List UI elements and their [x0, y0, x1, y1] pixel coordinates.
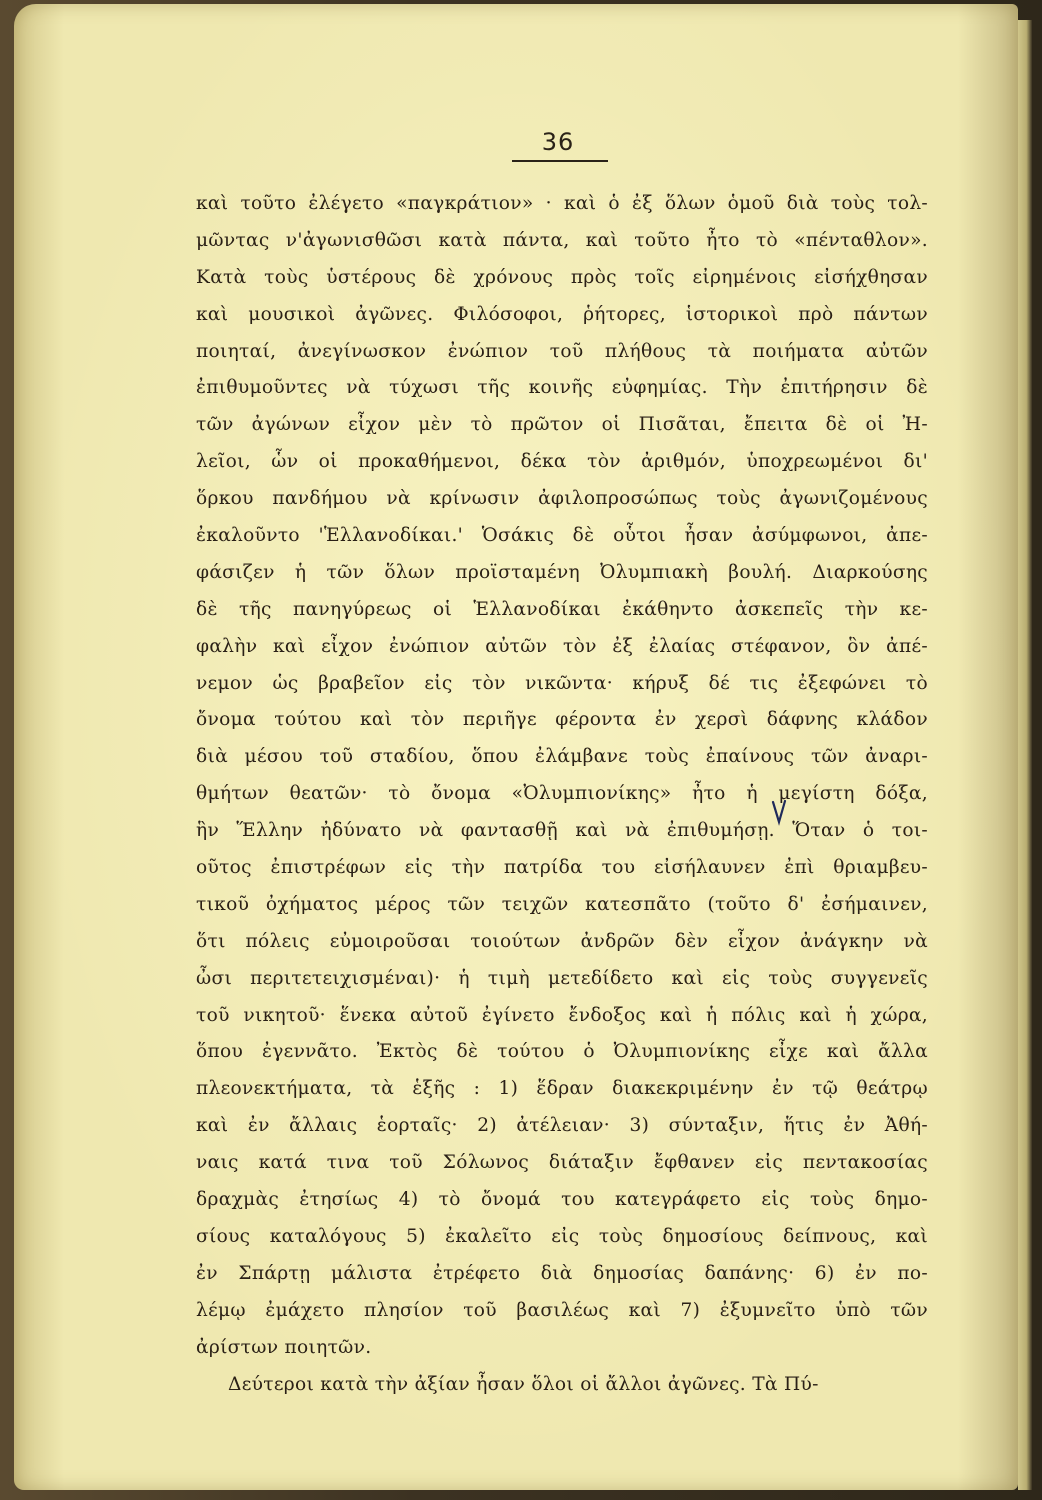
text-line: ποιηταί, ἀνεγίνωσκον ἐνώπιον τοῦ πλήθους τὰ ποιήματα αὐτῶν — [196, 340, 928, 362]
handwritten-ink-mark — [770, 800, 788, 826]
text-line: δραχμὰς ἐτησίως 4) τὸ ὄνομά του κατεγράφετο εἰς τοὺς δημο- — [196, 1189, 928, 1211]
text-line: λέμῳ ἐμάχετο πλησίον τοῦ βασιλέως καὶ 7) ἐξυμνεῖτο ὑπὸ τῶν — [196, 1299, 928, 1321]
text-line: ὅπου ἐγεννᾶτο. Ἐκτὸς δὲ τούτου ὁ Ὀλυμπιονίκης εἶχε καὶ ἄλλα — [196, 1041, 928, 1063]
text-line: καὶ ἐν ἄλλαις ἑορταῖς· 2) ἀτέλειαν· 3) σύνταξιν, ἥτις ἐν Ἀθή- — [196, 1115, 928, 1137]
text-line: τοῦ νικητοῦ· ἕνεκα αὐτοῦ ἐγίνετο ἔνδοξος καὶ ἡ πόλις καὶ ἡ χώρα, — [196, 1004, 928, 1026]
page-number: 36 — [541, 128, 575, 156]
text-line: ὦσι περιτετειχισμέναι)· ἡ τιμὴ μετεδίδετο καὶ εἰς τοὺς συγγενεῖς — [196, 967, 928, 989]
text-line: ἣν Ἕλλην ἠδύνατο νὰ φαντασθῇ καὶ νὰ ἐπιθυμήσῃ. Ὅταν ὁ τοι- — [196, 820, 928, 842]
text-line: καὶ τοῦτο ἐλέγετο «παγκράτιον» · καὶ ὁ ἐξ ὅλων ὁμοῦ διὰ τοὺς τολ- — [196, 193, 928, 214]
text-line: καὶ μουσικοὶ ἀγῶνες. Φιλόσοφοι, ῥήτορες, ἱστορικοὶ πρὸ πάντων — [196, 303, 928, 325]
text-line: νεμον ὡς βραβεῖον εἰς τὸν νικῶντα· κήρυξ δέ τις ἐξεφώνει τὸ — [196, 672, 928, 694]
text-line: θμήτων θεατῶν· τὸ ὄνομα «Ὀλυμπιονίκης» ἦτο ἡ μεγίστη δόξα, — [196, 783, 928, 805]
text-line: ἀρίστων ποιητῶν. — [196, 1336, 372, 1358]
text-line: ὅτι πόλεις εὐμοιροῦσαι τοιούτων ἀνδρῶν δὲν εἶχον ἀνάγκην νὰ — [196, 930, 928, 952]
page-edge — [1018, 20, 1032, 1490]
text-line: δὲ τῆς πανηγύρεως οἱ Ἑλλανοδίκαι ἐκάθηντο ἀσκεπεῖς τὴν κε- — [196, 598, 928, 620]
text-line: Κατὰ τοὺς ὑστέρους δὲ χρόνους πρὸς τοῖς εἰρημένοις εἰσήχθησαν — [196, 266, 928, 288]
text-line: φάσιζεν ἡ τῶν ὅλων προϊσταμένη Ὀλυμπιακὴ βουλή. Διαρκούσης — [196, 561, 928, 583]
text-line: φαλὴν καὶ εἶχον ἐνώπιον αὐτῶν τὸν ἐξ ἐλαίας στέφανον, ὃν ἀπέ- — [196, 635, 928, 657]
body-text — [196, 186, 928, 1403]
text-line: διὰ μέσου τοῦ σταδίου, ὅπου ἐλάμβανε τοὺς ἐπαίνους τῶν ἀναρι- — [196, 746, 928, 768]
text-line: πλεονεκτήματα, τὰ ἑξῆς : 1) ἕδραν διακεκριμένην ἐν τῷ θεάτρῳ — [196, 1078, 928, 1100]
text-line: ὄνομα τούτου καὶ τὸν περιῆγε φέροντα ἐν χερσὶ δάφνης κλάδον — [196, 709, 928, 731]
text-line: Δεύτεροι κατὰ τὴν ἀξίαν ἦσαν ὅλοι οἱ ἄλλοι ἀγῶνες. Τὰ Πύ- — [228, 1373, 819, 1395]
text-line: οῦτος ἐπιστρέφων εἰς τὴν πατρίδα του εἰσήλαυνεν ἐπὶ θριαμβευ- — [196, 857, 928, 879]
text-line: ἐκαλοῦντο 'Ἑλλανοδίκαι.' Ὁσάκις δὲ οὗτοι ἦσαν ἀσύμφωνοι, ἀπε- — [196, 525, 928, 547]
text-line: ὅρκου πανδήμου νὰ κρίνωσιν ἀφιλοπροσώπως τοὺς ἀγωνιζομένους — [196, 488, 928, 510]
text-line: ἐν Σπάρτῃ μάλιστα ἐτρέφετο διὰ δημοσίας δαπάνης· 6) ἐν πο- — [196, 1262, 928, 1284]
text-line: ἐπιθυμοῦντες νὰ τύχωσι τῆς κοινῆς εὐφημίας. Τὴν ἐπιτήρησιν δὲ — [196, 377, 928, 399]
page-number-rule — [512, 160, 608, 162]
text-line: λεῖοι, ὧν οἱ προκαθήμενοι, δέκα τὸν ἀριθμόν, ὑποχρεωμένοι δι' — [196, 451, 928, 473]
text-line: σίους καταλόγους 5) ἐκαλεῖτο εἰς τοὺς δημοσίους δείπνους, καὶ — [196, 1225, 928, 1247]
text-line: ναις κατά τινα τοῦ Σόλωνος διάταξιν ἔφθανεν εἰς πεντακοσίας — [196, 1152, 928, 1174]
text-line: τῶν ἀγώνων εἶχον μὲν τὸ πρῶτον οἱ Πισᾶται, ἔπειτα δὲ οἱ Ἠ- — [196, 414, 928, 436]
text-line: μῶντας ν'ἀγωνισθῶσι κατὰ πάντα, καὶ τοῦτο ἦτο τὸ «πένταθλον». — [196, 229, 928, 251]
text-line: τικοῦ ὀχήματος μέρος τῶν τειχῶν κατεσπᾶτο (τοῦτο δ' ἐσήμαινεν, — [196, 893, 928, 915]
